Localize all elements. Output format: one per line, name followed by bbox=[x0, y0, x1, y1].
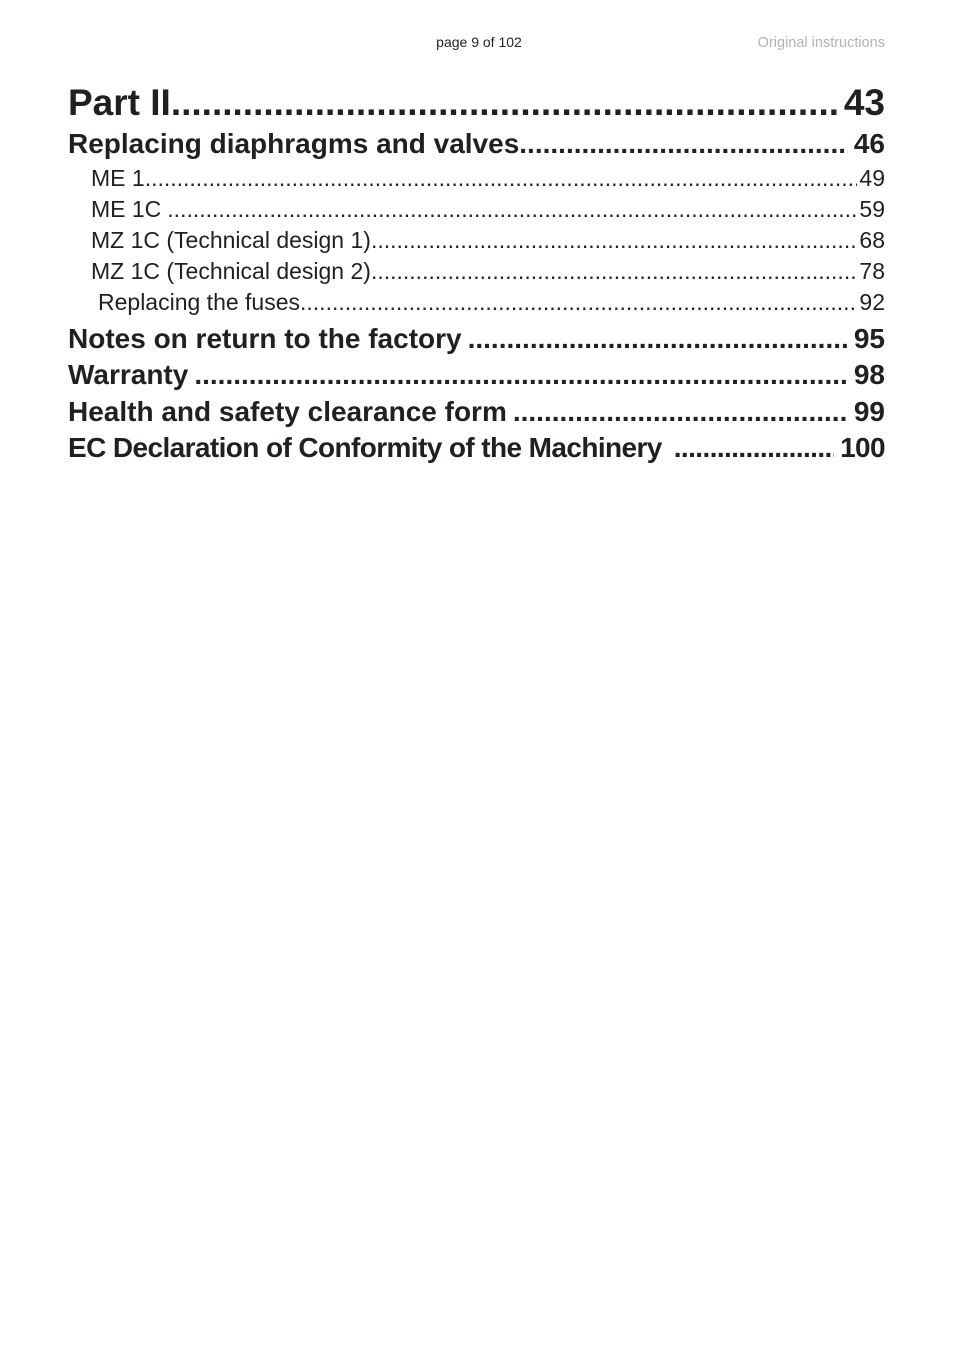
toc-entry-replacing-diaphragms[interactable] bbox=[68, 126, 885, 163]
toc-entry-page: 92 bbox=[859, 288, 885, 315]
toc-entry-warranty[interactable] bbox=[68, 357, 885, 394]
toc-dot-leader bbox=[519, 126, 848, 163]
toc-entry-part-ii[interactable] bbox=[68, 80, 885, 126]
toc-entry-page: 68 bbox=[859, 226, 885, 253]
toc-entry-title: Replacing diaphragms and valves bbox=[68, 128, 520, 159]
toc-dot-leader bbox=[145, 163, 858, 194]
page-header bbox=[0, 34, 954, 54]
toc-entry-page: 49 bbox=[859, 164, 885, 191]
toc-entry-mz-1c-design-2[interactable] bbox=[68, 256, 885, 287]
toc-entry-title: Health and safety clearance form bbox=[68, 395, 507, 427]
toc-entry-title: MZ 1C (Technical design 1) bbox=[91, 226, 371, 253]
toc-entry-page: 78 bbox=[859, 257, 885, 284]
toc-entry-page: 100 bbox=[840, 432, 885, 463]
toc-entry-title: Notes on return to the factory bbox=[68, 322, 462, 354]
toc-entry-mz-1c-design-1[interactable] bbox=[68, 225, 885, 256]
toc-dot-leader bbox=[167, 194, 857, 225]
toc-entry-replacing-fuses[interactable] bbox=[68, 287, 885, 318]
toc-dot-leader bbox=[371, 256, 857, 287]
toc-entry-page: 98 bbox=[853, 359, 885, 390]
toc-entry-page: 59 bbox=[859, 195, 885, 222]
toc-entry-page: 43 bbox=[843, 82, 885, 123]
toc-entry-title: ME 1C bbox=[91, 195, 162, 222]
table-of-contents bbox=[68, 80, 885, 467]
toc-dot-leader bbox=[194, 357, 848, 394]
toc-dot-leader bbox=[371, 225, 857, 256]
toc-dot-leader bbox=[674, 430, 834, 467]
toc-entry-title: Warranty bbox=[68, 359, 189, 390]
toc-entry-title: Replacing the fuses bbox=[98, 288, 301, 315]
toc-entry-title: EC Declaration of Conformity of the Machinery bbox=[68, 432, 662, 463]
page-number: page 9 of 102 bbox=[436, 34, 522, 50]
toc-entry-page: 95 bbox=[853, 322, 885, 354]
toc-entry-health-safety-form[interactable] bbox=[68, 394, 885, 431]
toc-entry-title: Part II bbox=[68, 82, 171, 123]
toc-entry-page: 99 bbox=[853, 395, 885, 427]
toc-entry-page: 46 bbox=[853, 128, 885, 159]
toc-entry-return-to-factory[interactable] bbox=[68, 321, 885, 358]
toc-entry-title: ME 1 bbox=[91, 164, 145, 191]
toc-entry-me-1[interactable] bbox=[68, 163, 885, 194]
toc-dot-leader bbox=[468, 321, 848, 358]
toc-entry-title: MZ 1C (Technical design 2) bbox=[91, 257, 371, 284]
document-label: Original instructions bbox=[757, 35, 885, 51]
toc-entry-me-1c[interactable] bbox=[68, 194, 885, 225]
toc-entry-ec-declaration[interactable] bbox=[68, 430, 885, 467]
toc-dot-leader bbox=[300, 287, 857, 318]
toc-dot-leader bbox=[171, 80, 838, 126]
toc-dot-leader bbox=[513, 394, 848, 431]
